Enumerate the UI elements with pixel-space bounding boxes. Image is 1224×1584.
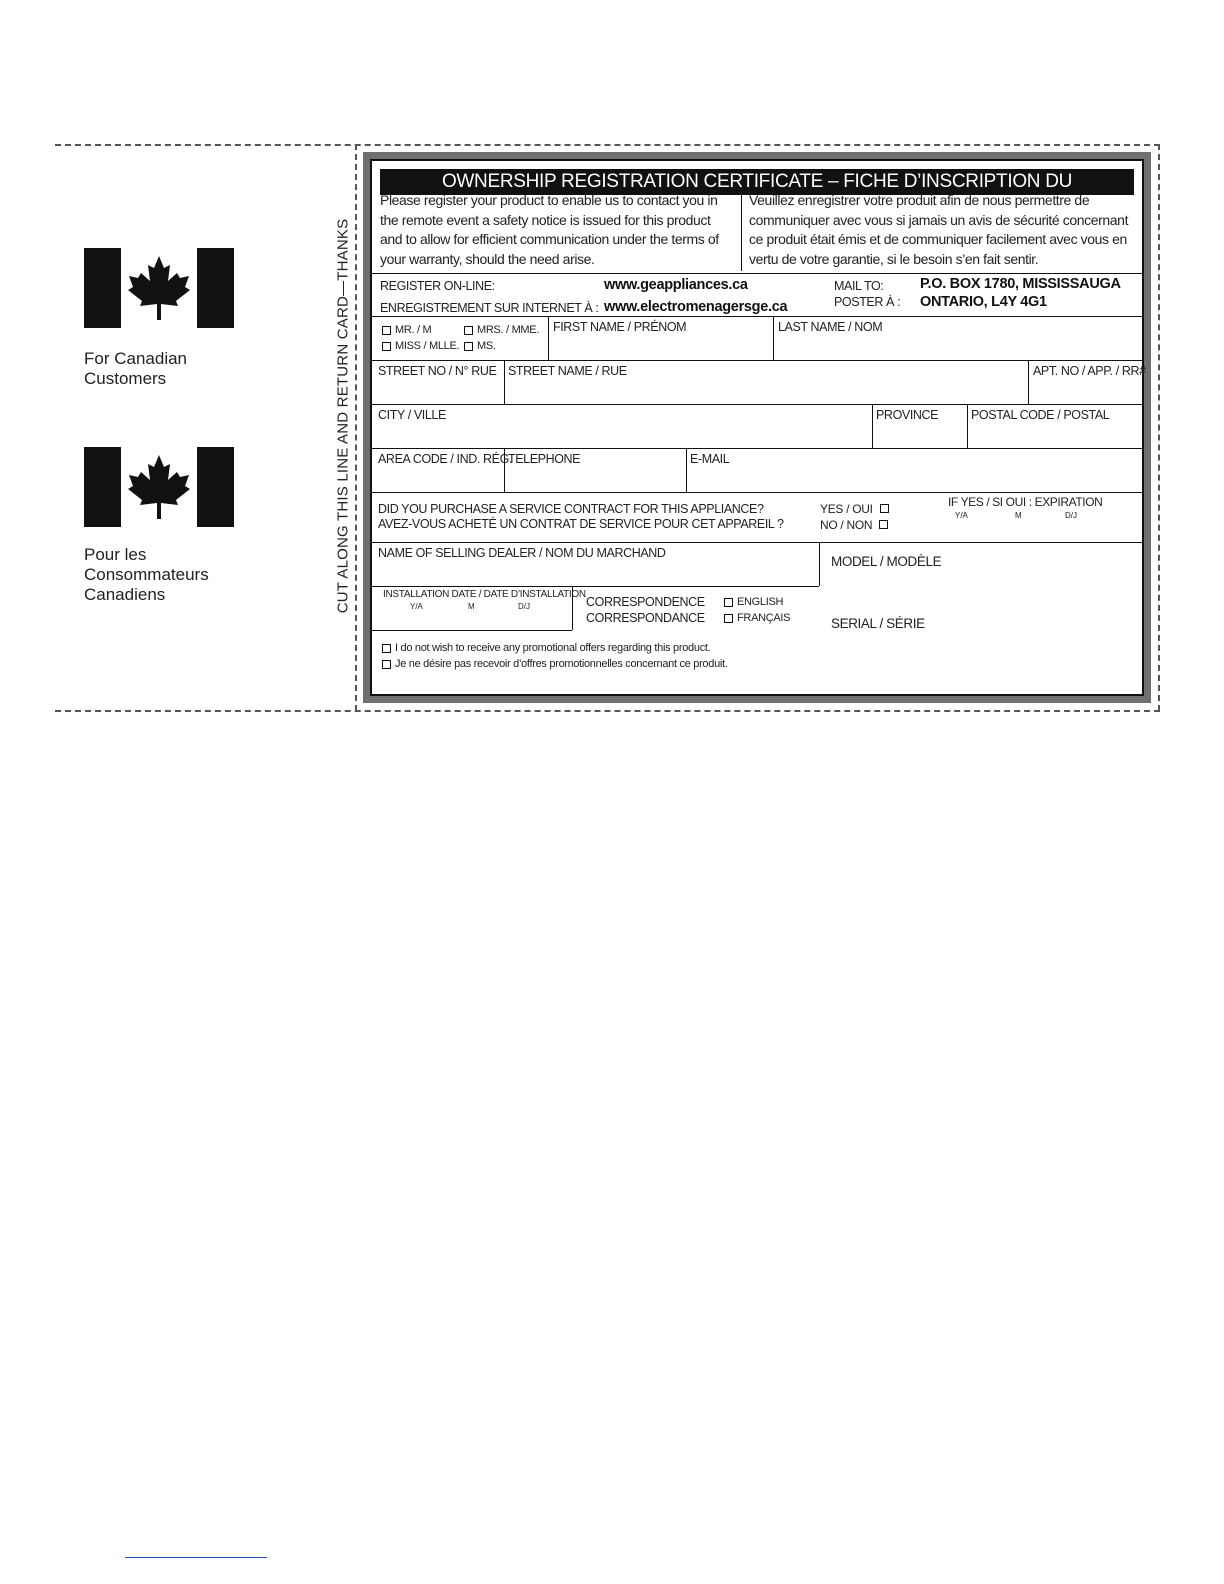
canada-flag-icon: [84, 447, 234, 527]
expiration-day: D/J: [1065, 511, 1077, 520]
email-field[interactable]: E-MAIL: [690, 452, 730, 466]
poster-label: POSTER À :: [834, 295, 901, 309]
register-fr-url[interactable]: www.electromenagersge.ca: [604, 299, 788, 315]
correspondence-english-label: CORRESPONDENCE: [586, 595, 705, 609]
divider: [504, 448, 505, 492]
installation-date-field[interactable]: INSTALLATION DATE / DATE D’INSTALLATION: [383, 589, 586, 600]
promo-optout-french-checkbox[interactable]: Je ne désire pas recevoir d’offres promotionnelles concernant ce produit.: [382, 658, 728, 670]
cut-line-bottom: [55, 710, 1160, 712]
caption-english: For Canadian Customers: [84, 349, 188, 388]
canada-flag-icon: [84, 248, 234, 328]
mailing-address-line2: ONTARIO, L4Y 4G1: [920, 294, 1047, 310]
divider: [504, 360, 505, 404]
service-yes-checkbox[interactable]: YES / OUI: [820, 501, 893, 516]
divider: [773, 316, 774, 360]
intro-english: Please register your product to enable us to contact you in the remote event a safety notice is issued for this product and to allow for efficient communication under the terms of your warranty, should the need arise.: [380, 192, 719, 267]
cut-line-middle: [355, 144, 357, 711]
correspondence-french-label: CORRESPONDANCE: [586, 611, 705, 625]
expiration-year: Y/A: [955, 511, 968, 520]
service-no-checkbox[interactable]: NO / NON: [820, 517, 892, 532]
serial-field[interactable]: SERIAL / SÉRIE: [831, 616, 925, 631]
street-no-field[interactable]: STREET NO / N° RUE: [378, 364, 497, 378]
mailing-address-line1: P.O. BOX 1780, MISSISSAUGA: [920, 276, 1121, 292]
mail-to-label: MAIL TO:: [834, 279, 884, 293]
caption-french: Pour les Consommateurs Canadiens: [84, 545, 209, 604]
register-online-url[interactable]: www.geappliances.ca: [604, 277, 748, 293]
divider: [372, 360, 1142, 361]
last-name-field[interactable]: LAST NAME / NOM: [778, 320, 883, 334]
service-question-french: AVEZ-VOUS ACHETÉ UN CONTRAT DE SERVICE POUR CET APPAREIL ?: [378, 517, 784, 531]
divider: [741, 191, 742, 271]
divider: [372, 448, 1142, 449]
language-english-checkbox[interactable]: ENGLISH: [724, 596, 783, 608]
area-code-field[interactable]: AREA CODE / IND. RÉG.: [378, 452, 512, 466]
first-name-field[interactable]: FIRST NAME / PRÉNOM: [553, 320, 687, 334]
divider: [967, 404, 968, 448]
model-field[interactable]: MODEL / MODÈLE: [831, 554, 942, 569]
divider: [686, 448, 687, 492]
divider: [548, 316, 549, 360]
cut-instruction: CUT ALONG THIS LINE AND RETURN CARD—THANKS: [334, 218, 352, 614]
promo-optout-english-checkbox[interactable]: I do not wish to receive any promotional offers regarding this product.: [382, 642, 710, 654]
install-month: M: [468, 602, 475, 611]
language-french-checkbox[interactable]: FRANÇAIS: [724, 612, 790, 624]
cut-line-top: [55, 144, 1160, 146]
divider: [372, 630, 572, 631]
street-name-field[interactable]: STREET NAME / RUE: [508, 364, 627, 378]
footer-rule: [125, 1557, 267, 1558]
divider: [372, 404, 1142, 405]
divider: [819, 542, 820, 586]
divider: [372, 492, 1142, 493]
expiration-month: M: [1015, 511, 1022, 520]
title-ms-checkbox[interactable]: MS.: [464, 340, 496, 352]
dealer-field[interactable]: NAME OF SELLING DEALER / NOM DU MARCHAND: [378, 546, 666, 560]
city-field[interactable]: CITY / VILLE: [378, 408, 446, 422]
divider: [372, 316, 1142, 317]
intro-french: Veuillez enregistrer votre produit afin de nous permettre de communiquer avec vous si jamais un avis de sécurité concernant ce produit était émis et de communiquer facilement avec vous en vertu de votre garantie, si le besoin s’en fait sentir.: [749, 192, 1129, 267]
expiration-label: IF YES / SI OUI : EXPIRATION: [948, 495, 1103, 509]
postal-code-field[interactable]: POSTAL CODE / POSTAL: [971, 408, 1110, 422]
divider: [872, 404, 873, 448]
apt-no-field[interactable]: APT. NO / APP. / RR#: [1033, 364, 1146, 378]
install-day: D/J: [518, 602, 530, 611]
divider: [372, 542, 1142, 543]
title-miss-checkbox[interactable]: MISS / MLLE.: [382, 340, 459, 352]
province-field[interactable]: PROVINCE: [876, 408, 939, 422]
title-mr-checkbox[interactable]: MR. / M: [382, 324, 431, 336]
divider: [372, 586, 819, 587]
register-fr-label: ENREGISTREMENT SUR INTERNET À :: [380, 301, 599, 315]
certificate-title: OWNERSHIP REGISTRATION CERTIFICATE – FICHE D’INSCRIPTION DU PROPRIÉTAIRE: [380, 169, 1134, 195]
service-question-english: DID YOU PURCHASE A SERVICE CONTRACT FOR THIS APPLIANCE?: [378, 502, 764, 516]
divider: [572, 586, 573, 630]
certificate-body: [370, 159, 1144, 696]
divider: [1028, 360, 1029, 404]
divider: [372, 273, 1142, 274]
telephone-field[interactable]: TELEPHONE: [508, 452, 581, 466]
install-year: Y/A: [410, 602, 423, 611]
cut-line-right: [1158, 144, 1160, 711]
registration-certificate: [363, 152, 1151, 703]
register-online-label: REGISTER ON-LINE:: [380, 279, 495, 293]
title-mrs-checkbox[interactable]: MRS. / MME.: [464, 324, 539, 336]
